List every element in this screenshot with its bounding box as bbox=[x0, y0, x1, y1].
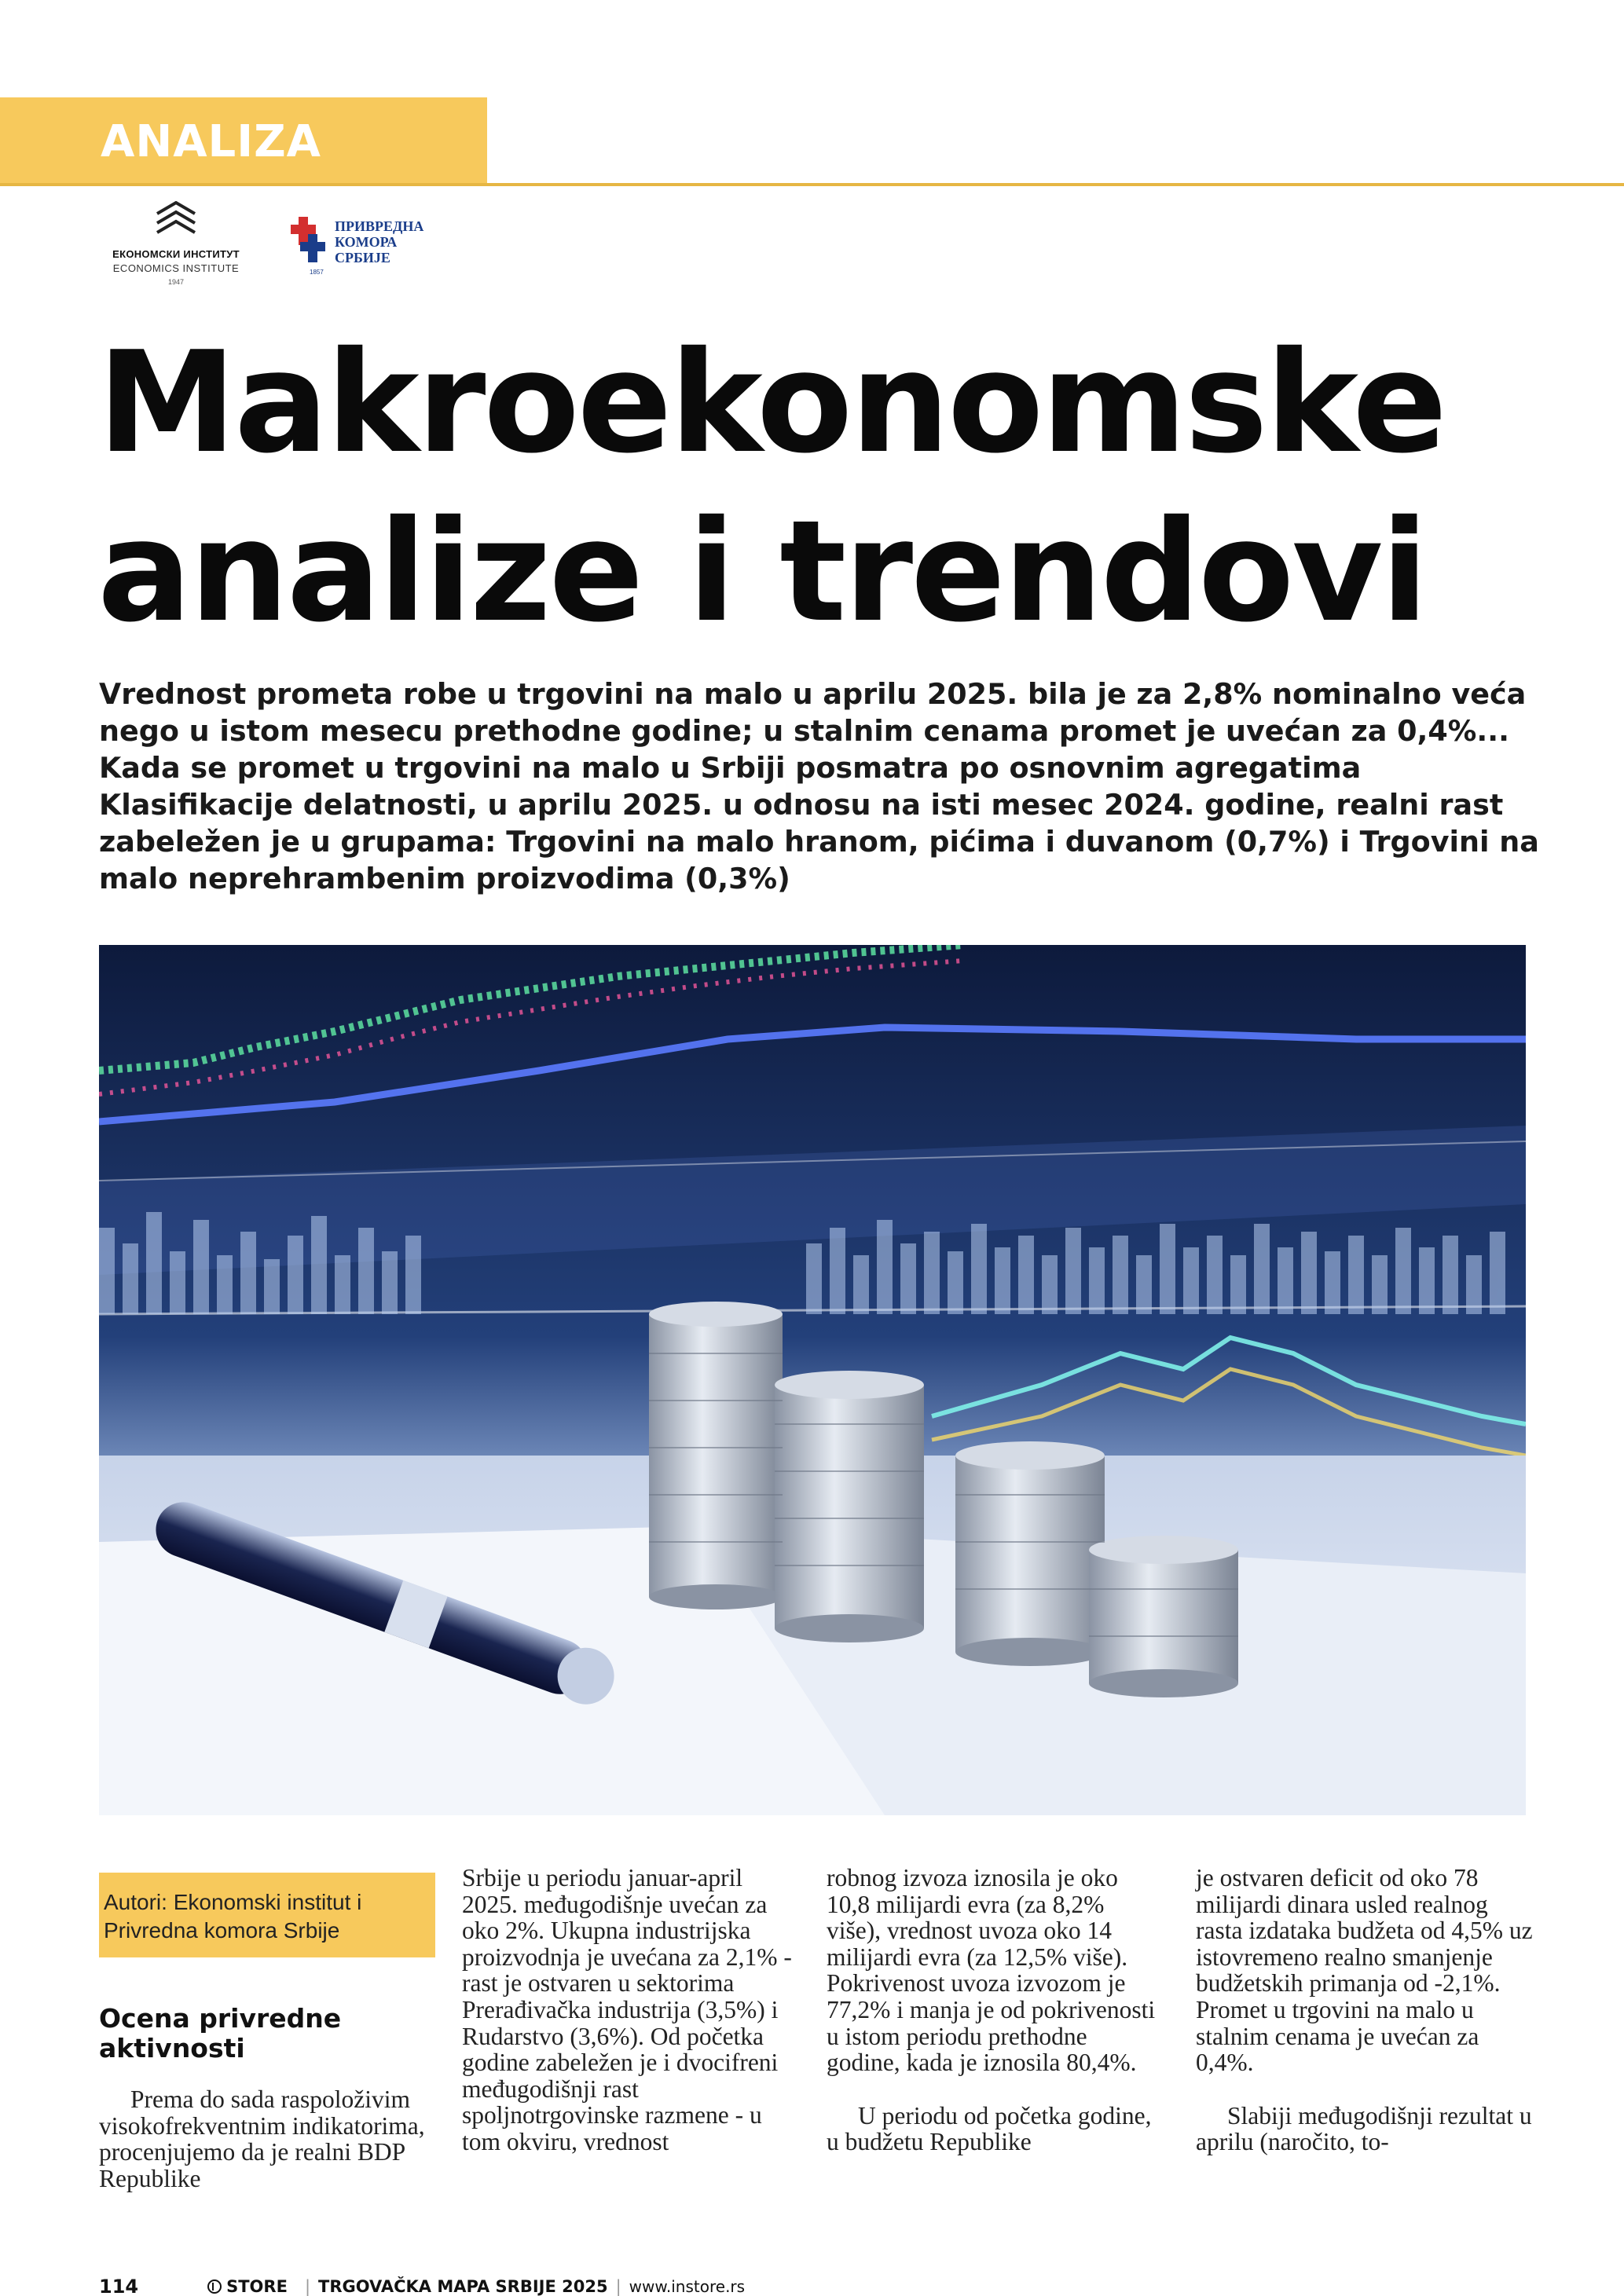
body-paragraph: Prema do sada raspoloživim visokofrekventnim indikatorima, procenjujemo da je realni BDP Republike bbox=[99, 2085, 425, 2192]
author-box: Autori: Ekonomski institut i Privredna komora Srbije bbox=[99, 1873, 435, 1957]
body-paragraph: Slabiji međugodišnji rezultat u aprilu (naročito, to- bbox=[1196, 2101, 1532, 2156]
magazine-name: TRGOVAČKA MAPA SRBIJE 2025 bbox=[318, 2277, 608, 2296]
footer-separator: | bbox=[615, 2277, 621, 2296]
chamber-line-1: ПРИВРЕДНА bbox=[335, 218, 424, 234]
body-column-4 bbox=[1196, 1865, 1534, 2155]
footer-separator: | bbox=[304, 2277, 311, 2296]
chamber-line-2: КОМОРА bbox=[335, 234, 398, 250]
ei-name-cyrillic: ЕКОНОМСКИ ИНСТИТУТ bbox=[112, 248, 240, 260]
body-paragraph: U periodu od početka godine, u budžetu Republike bbox=[827, 2101, 1152, 2156]
ei-name-latin: ECONOMICS INSTITUTE bbox=[112, 262, 240, 274]
body-paragraph: je ostvaren deficit od oko 78 milijardi dinara usled realnog rasta izdataka budžeta od 4,5% uz istovremeno realno smanjenje budžetskih primanja od -2,1%. Promet u trgovini na malo u stalnim cenama je uvećan za 0,4%. bbox=[1196, 1864, 1533, 2077]
economics-institute-logo bbox=[99, 198, 253, 298]
stacked-roof-icon bbox=[154, 201, 198, 236]
section-tab bbox=[0, 97, 487, 185]
brand-name: STORE bbox=[226, 2277, 288, 2296]
chamber-line-3: СРБИЈЕ bbox=[335, 250, 390, 265]
cross-shield-icon bbox=[291, 214, 330, 276]
article-lead: Vrednost prometa robe u trgovini na malo u aprilu 2025. bila je za 2,8% nominalno veća nego u istom mesecu prethodne godine; u stalnim cenama promet je uvećan za 0,4%... Kada se promet u trgovini na malo u Srbiji posmatra po osnovnim agregatima Klasifikacije delatnosti, u aprilu 2025. u odnosu na isti mesec 2024. godine, realni rast zabeležen je u grupama: Trgovini na malo hranom, pićima i duvanom (0,7%) i Trgovini na malo neprehrambenim proizvodima (0,3%) bbox=[99, 677, 1539, 895]
body-column-3 bbox=[827, 1865, 1164, 2155]
section-subhead: Ocena privredne aktivnosti bbox=[99, 2003, 342, 2063]
website-link[interactable]: www.instore.rs bbox=[629, 2277, 746, 2296]
body-column-2 bbox=[462, 1865, 800, 2155]
chamber-of-commerce-logo bbox=[291, 212, 464, 283]
section-label: ANALIZA bbox=[101, 115, 322, 167]
hero-photo-coins-charts bbox=[99, 945, 1526, 1815]
section-divider bbox=[0, 183, 1624, 186]
page-number: 114 bbox=[99, 2276, 139, 2296]
body-paragraph: robnog izvoza iznosila je oko 10,8 milijardi evra (za 8,2% više), vrednost uvoza oko 14 milijardi evra (za 12,5% više). Pokrivenost uvoza izvozom je 77,2% i manja je od pokrivenosti u istom periodu prethodne godine, kada je iznosila 80,4%. bbox=[827, 1864, 1156, 2077]
store-logo-icon bbox=[207, 2280, 222, 2294]
body-column-1 bbox=[99, 2086, 445, 2192]
ei-year: 1947 bbox=[167, 278, 185, 286]
hero-photo bbox=[99, 945, 1526, 1815]
body-paragraph: Srbije u periodu januar-april 2025. međugodišnje uvećan za oko 2%. Ukupna industrijska proizvodnja je uvećana za 2,1% - rast je ostvaren u sektorima Prerađivačka industrija (3,5%) i Rudarstvo (3,6%). Od početka godine zabeležen je i dvocifreni međugodišnji rast spoljnotrgovinske razmene - u tom okviru, vrednost bbox=[462, 1864, 792, 2155]
headline-line-2: analize i trendovi bbox=[97, 490, 1427, 653]
article-headline bbox=[97, 318, 1590, 656]
page-footer bbox=[99, 2275, 745, 2296]
headline-line-1: Makroekonomske bbox=[97, 321, 1446, 484]
chamber-year: 1857 bbox=[310, 269, 324, 276]
